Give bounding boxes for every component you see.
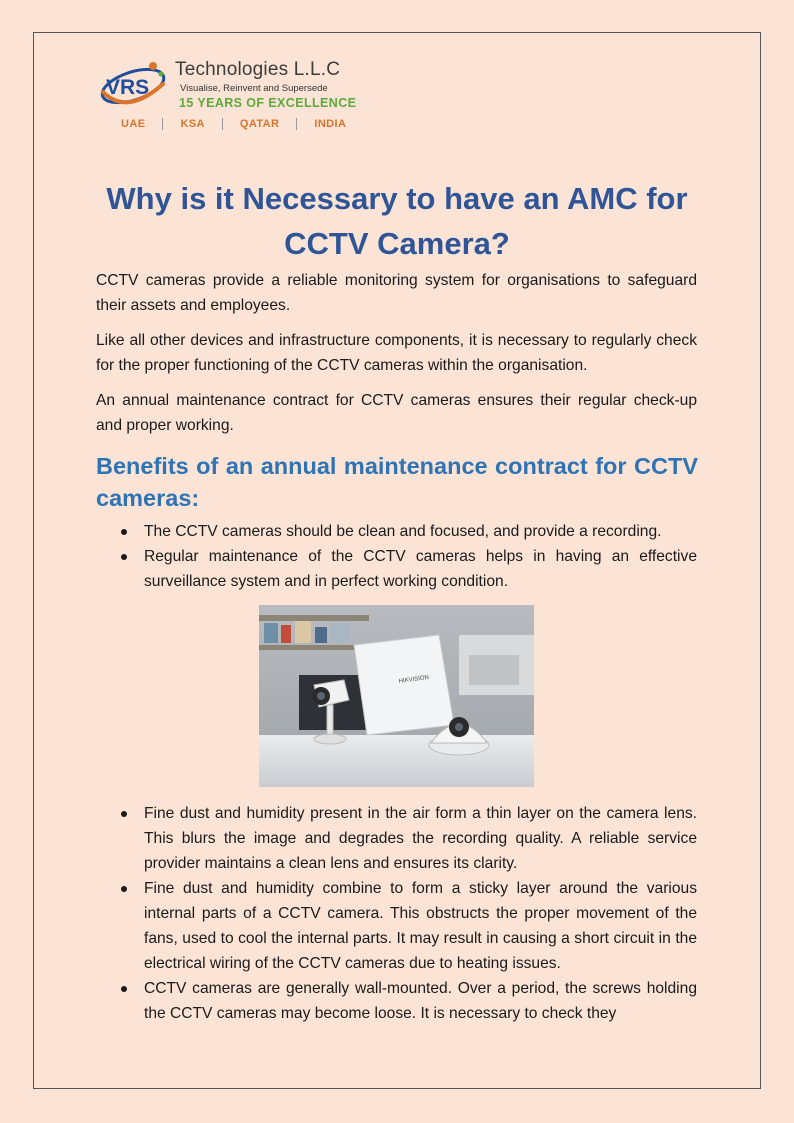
region-divider — [162, 118, 163, 130]
vrs-logo-icon — [97, 54, 172, 116]
list-item-text: Fine dust and humidity present in the air form a thin layer on the camera lens. This blurs the image and degrades the recording quality. A reliable service provider maintains a clean lens and ensures its clarity. — [144, 805, 697, 872]
bullet-icon — [121, 886, 127, 892]
company-logo — [97, 54, 367, 134]
region-qatar: QATAR — [239, 118, 280, 130]
list-item — [96, 801, 697, 876]
intro-paragraph-2: Like all other devices and infrastructure components, it is necessary to regularly check for the proper functioning of the CCTV cameras within the organisation. — [96, 332, 697, 374]
benefits-list-bottom — [96, 801, 697, 1026]
bullet-icon — [121, 986, 127, 992]
bullet-icon — [121, 554, 127, 560]
cctv-photo-illustration — [259, 605, 534, 787]
region-list — [121, 118, 346, 130]
intro-paragraph-3: An annual maintenance contract for CCTV cameras ensures their regular check-up and proper working. — [96, 392, 697, 434]
list-item — [96, 976, 697, 1026]
bullet-icon — [121, 811, 127, 817]
bullet-icon — [121, 529, 127, 535]
list-item — [96, 876, 697, 976]
region-ksa: KSA — [180, 118, 205, 130]
page-title: Why is it Necessary to have an AMC for CCTV Camera? — [106, 181, 688, 261]
region-divider — [296, 118, 297, 130]
list-item-text: The CCTV cameras should be clean and focused, and provide a recording. — [144, 523, 662, 540]
company-name: Technologies L.L.C — [175, 59, 341, 80]
dvr-brand-label: HIKVISION — [398, 674, 430, 685]
company-tagline: Visualise, Reinvent and Supersede — [180, 83, 328, 94]
list-item-text: CCTV cameras are generally wall-mounted. Over a period, the screws holding the CCTV cameras may become loose. It is necessary to check they — [144, 980, 697, 1022]
intro-paragraph-1: CCTV cameras provide a reliable monitoring system for organisations to safeguard their assets and employees. — [96, 272, 697, 314]
list-item-text: Fine dust and humidity combine to form a sticky layer around the various internal parts of a CCTV camera. This obstructs the proper movement of the fans, used to cool the internal parts. It may result in causing a short circuit in the electrical wiring of the CCTV cameras due to heating issues. — [144, 880, 697, 972]
benefits-list-top — [96, 519, 697, 594]
cctv-cameras-photo — [259, 605, 534, 787]
logo-mark-text: VRS — [106, 76, 150, 99]
region-uae: UAE — [121, 118, 146, 130]
excellence-badge: 15 YEARS OF EXCELLENCE — [179, 96, 357, 110]
list-item — [96, 544, 697, 594]
benefits-heading: Benefits of an annual maintenance contract for CCTV cameras: — [96, 453, 698, 511]
list-item — [96, 519, 697, 544]
region-india: INDIA — [314, 118, 347, 130]
list-item-text: Regular maintenance of the CCTV cameras helps in having an effective surveillance system and in perfect working condition. — [144, 548, 697, 590]
region-divider — [222, 118, 223, 130]
